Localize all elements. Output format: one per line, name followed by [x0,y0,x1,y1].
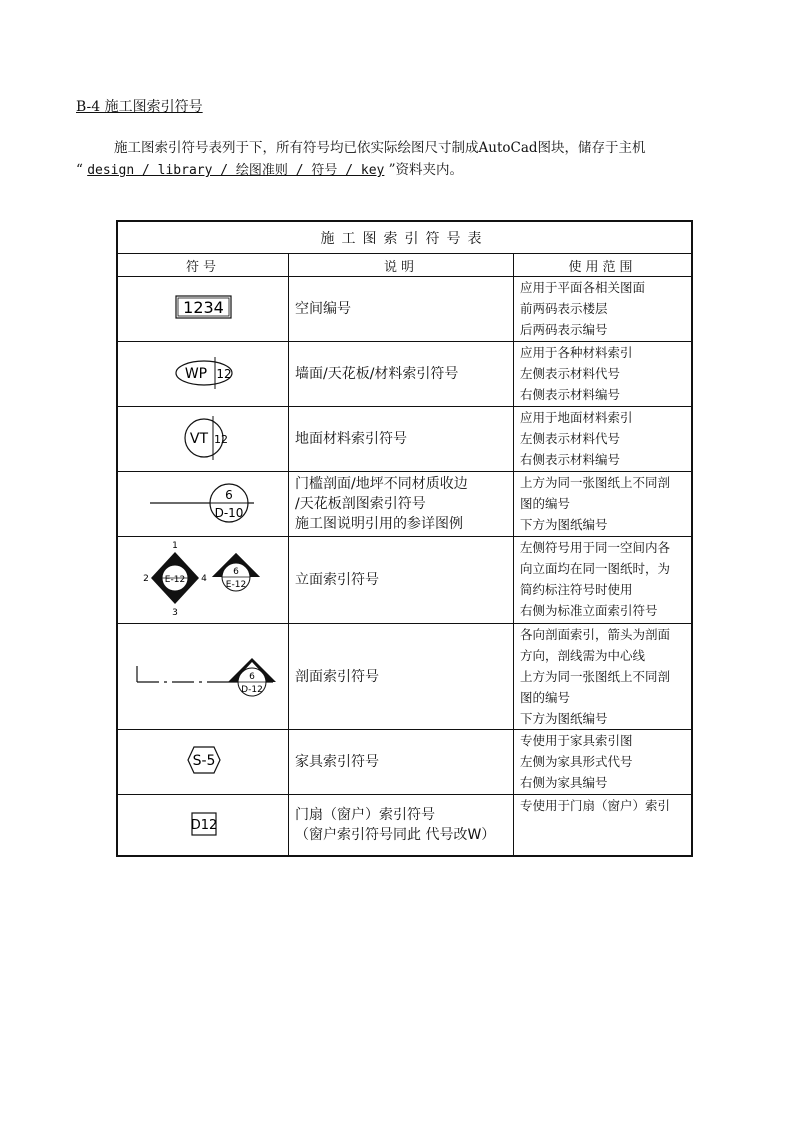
row-use: 应用于各种材料索引 左侧表示材料代号 右侧表示材料编号 [514,342,693,407]
row-desc: 门槛剖面/地坪不同材质收边 /天花板剖图索引符号 施工图说明引用的参详图例 [289,472,514,537]
intro-close-quote: ”资料夹内。 [388,162,464,178]
svg-text:E-12: E-12 [225,580,247,590]
intro-open-quote: “ [76,162,83,178]
row-desc: 剖面索引符号 [289,624,514,730]
floor-material-symbol [117,407,289,472]
row-desc: 墙面/天花板/材料索引符号 [289,342,514,407]
row-desc: 地面材料索引符号 [289,407,514,472]
table-row [117,537,692,624]
row-desc: 空间编号 [289,277,514,342]
section-detail-symbol [117,472,289,537]
table-row [117,407,692,472]
svg-text:S-5: S-5 [192,753,216,769]
svg-text:VT: VT [189,431,209,447]
row-use: 专使用于家具索引图 左侧为家具形式代号 右侧为家具编号 [514,730,693,795]
row-use: 应用于平面各相关图面 前两码表示楼层 后两码表示编号 [514,277,693,342]
svg-text:WP: WP [184,366,208,382]
table-row [117,277,692,342]
table-row [117,624,692,730]
door-index-symbol [117,795,289,857]
table-title: 施工图索引符号表 [117,221,692,254]
svg-text:3: 3 [172,608,178,618]
svg-text:12: 12 [216,367,232,381]
svg-text:D-10: D-10 [214,506,244,520]
row-desc: 家具索引符号 [289,730,514,795]
library-path: design / library / 绘图准则 / 符号 / key [87,163,385,178]
table-row [117,342,692,407]
table-row [117,472,692,537]
svg-text:E-12: E-12 [164,575,186,585]
row-use: 上方为同一张图纸上不同剖 图的编号 下方为图纸编号 [514,472,693,537]
intro-paragraph [76,137,746,182]
svg-text:2: 2 [143,574,149,584]
wall-material-symbol [117,342,289,407]
symbol-table [116,220,693,857]
space-number-text: 1234 [183,298,224,317]
elevation-index-symbol [117,537,289,624]
header-desc: 说明 [289,254,514,277]
svg-text:1: 1 [172,541,178,551]
row-use: 左侧符号用于同一空间内各 向立面均在同一图纸时，为 简约标注符号时使用 右侧为标准立面索引符号 [514,537,693,624]
svg-text:D12: D12 [190,818,218,833]
furniture-index-symbol [117,730,289,795]
svg-text:12: 12 [214,433,228,446]
svg-text:D-12: D-12 [241,684,263,695]
svg-text:6: 6 [233,567,239,577]
row-use: 各向剖面索引，箭头为剖面 方向，剖线需为中心线 上方为同一张图纸上不同剖 图的编号 下方为图纸编号 [514,624,693,730]
svg-text:4: 4 [201,574,207,584]
row-desc: 立面索引符号 [289,537,514,624]
header-use: 使用范围 [514,254,693,277]
table-row [117,795,692,857]
row-desc: 门扇（窗户）索引符号 （窗户索引符号同此 代号改W） [289,795,514,857]
header-symbol: 符号 [117,254,289,277]
section-heading: B-4 施工图索引符号 [76,99,203,115]
row-use: 应用于地面材料索引 左侧表示材料代号 右侧表示材料编号 [514,407,693,472]
svg-text:6: 6 [249,671,255,682]
space-number-symbol [117,277,289,342]
section-index-symbol [117,624,289,730]
svg-text:6: 6 [225,488,233,502]
row-use: 专使用于门扇（窗户）索引 [514,795,693,857]
table-row [117,730,692,795]
intro-line-1: 施工图索引符号表列于下，所有符号均已依实际绘图尺寸制成AutoCad图块，储存于主机 [114,140,646,156]
